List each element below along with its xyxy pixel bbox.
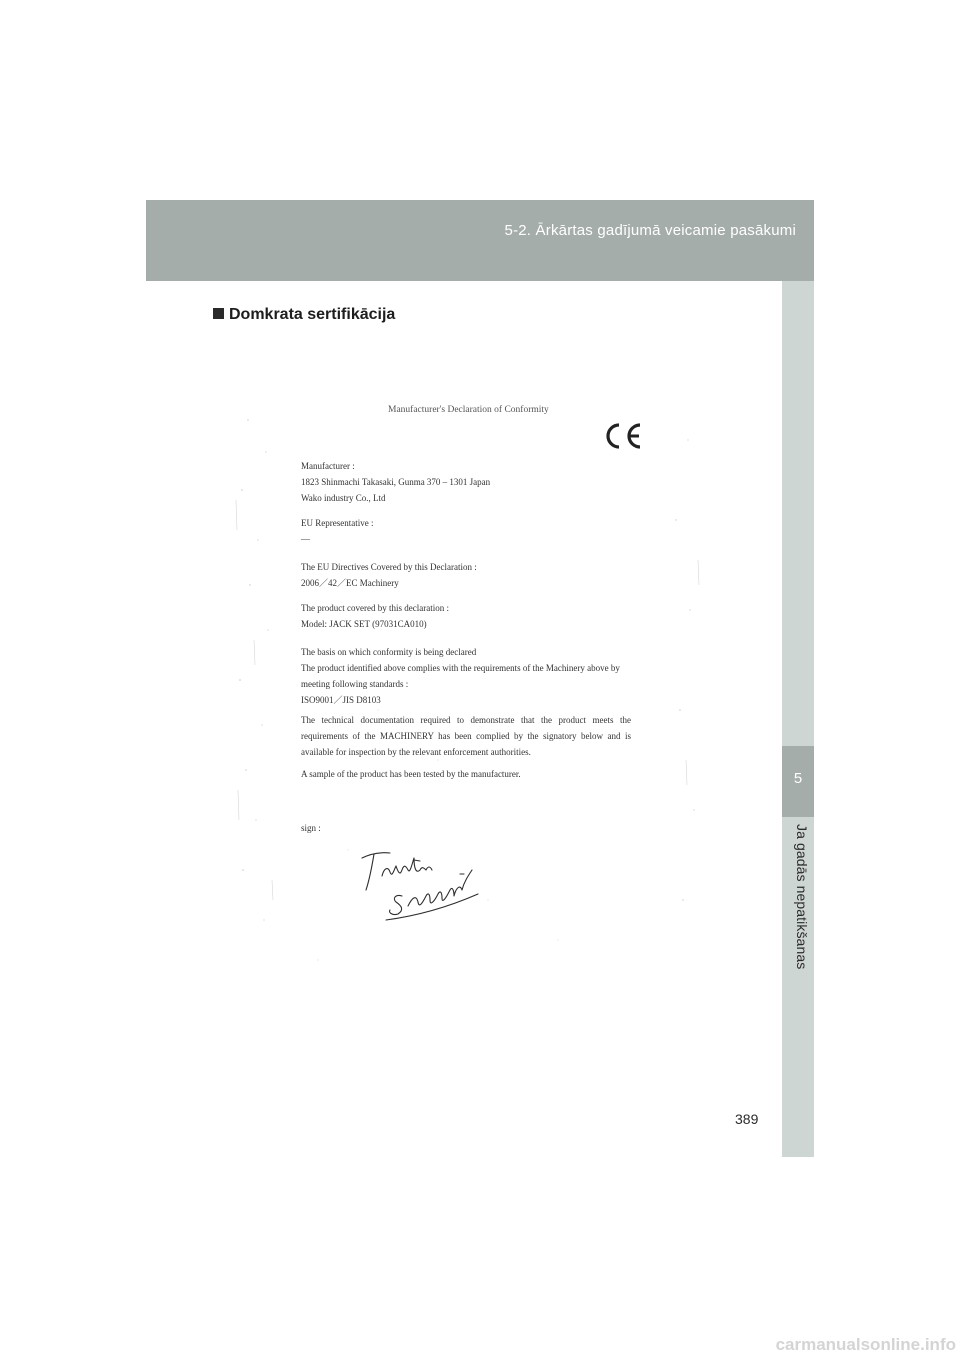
product-label: The product covered by this declaration : bbox=[301, 603, 449, 613]
product-value: Model: JACK SET (97031CA010) bbox=[301, 619, 427, 629]
manufacturer-block bbox=[301, 458, 641, 506]
directives-block bbox=[301, 559, 641, 591]
certificate-title: Manufacturer's Declaration of Conformity bbox=[388, 405, 549, 415]
conformity-certificate-scan bbox=[228, 380, 708, 980]
section-header-title: 5-2. Ārkārtas gadījumā veicamie pasākumi bbox=[504, 222, 796, 239]
technical-line-3: available for inspection by the relevant enforcement authorities. bbox=[301, 747, 531, 757]
technical-line-1: The technical documentation required to demonstrate that the product meets the bbox=[301, 715, 631, 725]
watermark-logo bbox=[710, 1330, 960, 1358]
eu-rep-label: EU Representative : bbox=[301, 518, 374, 528]
manufacturer-name: Wako industry Co., Ltd bbox=[301, 493, 386, 503]
section-heading-text: Domkrata sertifikācija bbox=[229, 306, 396, 323]
directives-label: The EU Directives Covered by this Declaration : bbox=[301, 562, 477, 572]
square-bullet-icon bbox=[213, 308, 224, 319]
sign-block bbox=[301, 820, 641, 836]
manufacturer-label: Manufacturer : bbox=[301, 461, 355, 471]
ce-mark-icon bbox=[600, 419, 646, 453]
eu-representative-block bbox=[301, 515, 641, 547]
basis-block bbox=[301, 644, 641, 708]
chapter-title: Ja gadās nepatikšanas bbox=[794, 824, 810, 970]
watermark-text: carmanualsonline.info bbox=[775, 1335, 956, 1354]
basis-line-2: meeting following standards : bbox=[301, 679, 409, 689]
header-band bbox=[146, 200, 814, 281]
section-heading bbox=[213, 306, 395, 324]
directives-value: 2006／42／EC Machinery bbox=[301, 578, 399, 588]
handwritten-signature-icon bbox=[356, 836, 488, 926]
eu-rep-value: — bbox=[301, 534, 310, 544]
basis-label: The basis on which conformity is being declared bbox=[301, 647, 477, 657]
technical-documentation-block bbox=[301, 712, 641, 760]
product-block bbox=[301, 600, 641, 632]
basis-line-1: The product identified above complies with the requirements of the Machinery above by bbox=[301, 663, 620, 673]
manufacturer-address: 1823 Shinmachi Takasaki, Gunma 370 – 1301 Japan bbox=[301, 477, 491, 487]
technical-line-2: requirements of the MACHINERY has been complied by the signatory below and is bbox=[301, 731, 631, 741]
basis-standards: ISO9001／JIS D8103 bbox=[301, 695, 381, 705]
sign-label: sign : bbox=[301, 823, 321, 833]
page-number: 389 bbox=[735, 1111, 759, 1127]
sample-tested-text: A sample of the product has been tested by the manufacturer. bbox=[301, 769, 521, 779]
chapter-number-box bbox=[782, 746, 814, 817]
chapter-number: 5 bbox=[793, 770, 803, 787]
sample-tested-block bbox=[301, 766, 641, 782]
